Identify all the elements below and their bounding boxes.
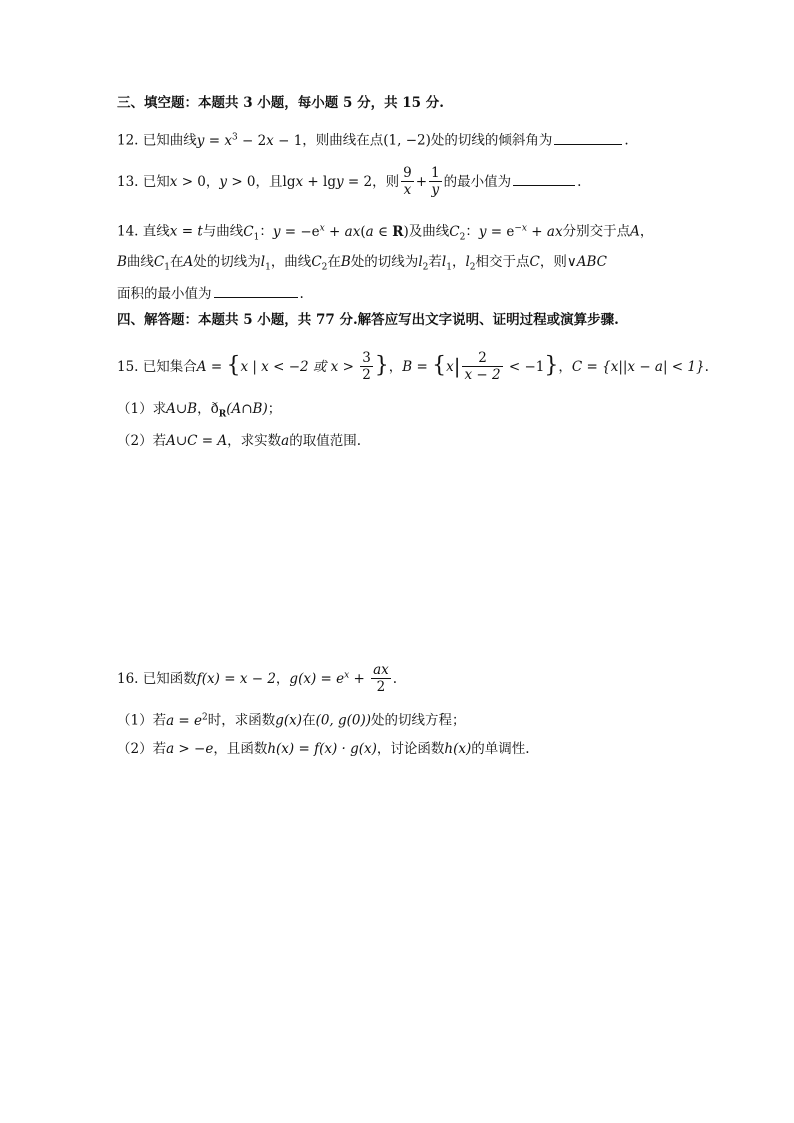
q15-set-b-fraction: [462, 350, 502, 383]
q15-text-1: 已知集合: [142, 359, 197, 375]
q14-l2: $l_2$: [418, 254, 429, 273]
question-14-line-1: [117, 219, 694, 246]
q14-text-3b: .: [299, 286, 304, 302]
q12-text-2: ，则曲线在点: [302, 132, 384, 149]
q15-intersection: (A∩B): [226, 401, 268, 417]
q14-point-c: C: [529, 254, 540, 270]
q13-text-5: 的最小值为: [443, 174, 512, 190]
question-14-line-3: [117, 285, 694, 303]
q15-set-a: A = {x | x < −2 或 x > $\frac{3}{2}$ }: [196, 350, 389, 383]
q14-text-2c: 在: [170, 254, 184, 270]
q14-point-b: B: [117, 254, 127, 270]
q14-point-a-2: A: [183, 254, 194, 270]
q16-p1-text-b: 时，求函数: [207, 712, 276, 729]
q14-text-1e: ：: [465, 223, 479, 240]
q15-set-b-num: 2: [462, 350, 502, 367]
q16-p1-condition: [166, 713, 208, 729]
question-15: [117, 350, 709, 384]
q13-text-4: ，则: [372, 174, 400, 190]
q14-triangle: ∨ABC: [566, 254, 607, 270]
q13-log-equation: lgx + lgy = 2: [282, 174, 373, 190]
q13-number: 13.: [117, 174, 139, 190]
q13-frac2-num: 1: [431, 165, 440, 181]
q16-g-exp: x: [344, 670, 350, 681]
q14-text-2f: ，曲线: [270, 254, 312, 270]
q15-text-2: ，: [388, 359, 403, 375]
q15-p2-label: （2）若: [117, 433, 167, 449]
question-15-part-2: [117, 432, 694, 450]
q13-answer-blank[interactable]: [513, 184, 575, 186]
q15-set-b: B = {x| $\frac{2}{x - 2}$ < −1}: [402, 350, 559, 383]
q13-cond-x: x > 0: [169, 174, 206, 190]
q14-point-b-2: B: [340, 254, 351, 270]
q16-p2-text-f: 的单调性.: [471, 741, 530, 757]
q16-text-3: .: [392, 671, 398, 687]
q15-number: 15.: [117, 359, 139, 375]
q14-c1-label: $C_1$: [243, 223, 260, 243]
q14-answer-blank[interactable]: [214, 296, 298, 298]
section-4-heading: 四、解答题：本题共 5 小题，共 77 分.解答应写出文字说明、证明过程或演算步骤.: [117, 312, 619, 328]
q14-l1-2: $l_1$: [441, 254, 452, 273]
q14-text-2b: 曲线: [126, 254, 154, 270]
q14-text-1c: ：: [259, 223, 273, 240]
q14-text-2j: 若: [428, 254, 442, 270]
q14-text-1b: 与曲线: [202, 223, 244, 240]
question-16: [117, 663, 694, 696]
q16-p1-label: （1）若: [117, 712, 167, 729]
q15-complement-sub: R: [218, 409, 227, 420]
q12-number: 12.: [117, 132, 139, 149]
q16-f-definition: f(x) = x − 2: [196, 671, 276, 687]
q15-text-4: .: [704, 359, 709, 375]
q15-set-a-fraction: [360, 350, 373, 383]
q15-set-a-num: 3: [362, 350, 371, 366]
q13-text-2: ，: [205, 174, 220, 190]
q15-p2-condition: A∪C = A: [166, 433, 228, 449]
q16-p1-point: (0, g(0)): [315, 712, 372, 729]
q16-g-definition: [289, 662, 392, 695]
q12-text-1: 已知曲线: [142, 132, 197, 149]
q14-point-a: A: [630, 223, 640, 240]
q15-p1-label: （1）求: [117, 401, 167, 417]
q16-g-num: ax: [373, 662, 389, 678]
q14-c1-label-2: $C_1$: [153, 254, 170, 273]
q12-text-3: 处的切线的倾斜角为: [430, 132, 553, 149]
q15-set-b-name: B =: [402, 359, 433, 375]
q15-p2-text-b: ，求实数: [227, 433, 282, 449]
section-3-heading: 三、填空题：本题共 3 小题，每小题 5 分，共 15 分.: [117, 95, 444, 111]
q15-set-c: C = {x||x − a| < 1}: [571, 359, 705, 375]
q14-text-2e: 处的切线为: [193, 254, 261, 270]
q15-p1-end: ；: [267, 401, 282, 417]
question-13: [117, 166, 694, 199]
q12-point: (1, −2): [383, 132, 431, 149]
q14-c1-equation: $y = -e^x + ax(a$ ∈ R): [272, 223, 409, 240]
q15-set-a-cond: x | x < −2 或 x >: [240, 359, 359, 375]
q15-set-b-cond: < −1: [504, 359, 545, 375]
q13-text-3: ，且: [255, 174, 283, 190]
q15-p2-var-a: a: [281, 433, 290, 449]
q14-text-2n: ，则: [539, 254, 567, 270]
q15-set-b-den: x − 2: [464, 367, 501, 383]
q16-text-2: ，: [275, 671, 290, 687]
q16-number: 16.: [117, 671, 139, 687]
q16-p2-text-d: ，讨论函数: [376, 741, 445, 757]
question-15-part-1: [117, 400, 694, 424]
q16-p2-text-b: ，且函数: [213, 741, 268, 757]
q15-set-b-var: x: [446, 359, 454, 375]
q14-text-1a: 直线: [142, 223, 170, 240]
q16-g-lhs: g(x) = e: [289, 671, 345, 687]
q13-fraction-1: [401, 165, 414, 198]
q12-answer-blank[interactable]: [554, 143, 622, 145]
q15-set-a-name: A =: [196, 359, 227, 375]
q16-p2-h: h(x): [444, 741, 472, 757]
q13-expression: $\frac{9}{x}$ + $\frac{1}{y}$: [403, 165, 440, 198]
q14-text-1f: 分别交于点: [562, 223, 631, 240]
q15-complement: [210, 401, 268, 420]
q16-p1-a-sup: 2: [202, 712, 208, 722]
q16-p2-condition: a > −e: [166, 741, 214, 757]
question-14-line-2: [117, 253, 694, 277]
q16-g-fraction: [371, 662, 391, 695]
q15-set-a-den: 2: [362, 367, 371, 383]
q16-p1-text-f: 处的切线方程；: [371, 712, 466, 729]
question-12: [117, 128, 694, 150]
q14-text-2g: 在: [327, 254, 341, 270]
q16-g-plus: +: [349, 671, 370, 687]
q12-curve-equation: $y = x^3 - 2x - 1$: [196, 132, 303, 149]
q13-text-6: .: [577, 174, 582, 190]
q14-text-1d: 及曲线: [408, 223, 450, 240]
q14-text-2k: ，: [451, 254, 466, 270]
q13-text-1: 已知: [142, 174, 170, 190]
q14-c2-equation: $y = e^{-x}$ + ax: [478, 223, 563, 240]
q14-text-3a: 面积的最小值为: [117, 286, 212, 302]
q13-fraction-2: [429, 165, 442, 198]
q16-p1-g: g(x): [275, 712, 303, 729]
q14-l1: $l_1$: [260, 254, 271, 273]
q14-c2-label-2: $C_2$: [311, 254, 328, 273]
q16-p1-a: a = e: [166, 712, 203, 729]
q13-cond-y: y > 0: [219, 174, 256, 190]
q15-text-3: ，: [558, 359, 572, 375]
q13-frac1-den: x: [403, 182, 412, 198]
q14-text-2i: 处的切线为: [350, 254, 419, 270]
q15-p1-sep: ，: [197, 401, 211, 417]
q13-frac1-num: 9: [403, 165, 412, 181]
question-16-part-1: [117, 708, 694, 730]
q16-text-1: 已知函数: [142, 671, 197, 687]
q16-g-den: 2: [376, 679, 386, 695]
q16-p2-label: （2）若: [117, 741, 167, 757]
q15-p2-text-d: 的取值范围.: [289, 433, 361, 449]
q14-l2-2: $l_2$: [465, 254, 476, 273]
q13-frac2-den: y: [431, 182, 440, 198]
q15-complement-symbol: ð: [210, 401, 219, 417]
q15-union: A∪B: [166, 401, 198, 417]
q12-text-4: .: [624, 132, 629, 149]
q16-p2-h-definition: h(x) = f(x) · g(x): [267, 741, 377, 757]
q14-line-equation: x = t: [169, 223, 203, 240]
q16-p1-text-d: 在: [302, 712, 316, 729]
q14-text-1h: ，: [639, 223, 654, 240]
question-16-part-2: [117, 740, 694, 758]
q14-number: 14.: [117, 223, 139, 240]
q14-text-2l: 相交于点: [475, 254, 530, 270]
q14-c2-label: $C_2$: [449, 223, 466, 243]
